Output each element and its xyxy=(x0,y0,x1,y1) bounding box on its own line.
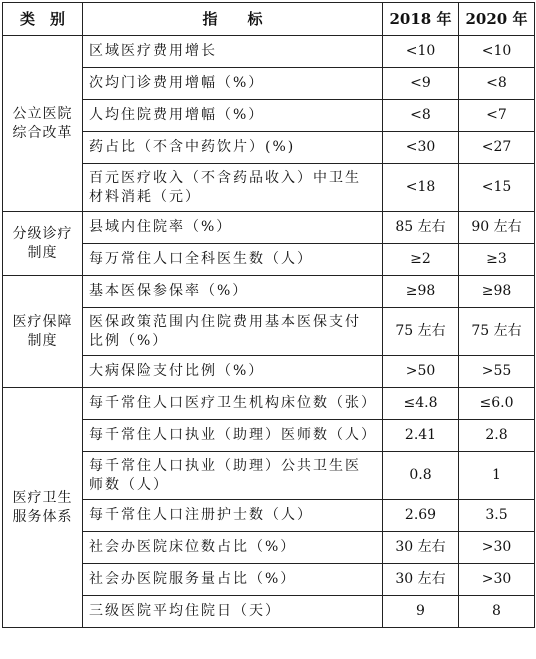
value-2018-cell: ≥98 xyxy=(383,276,459,308)
value-2020-cell: 75 左右 xyxy=(459,308,535,356)
value-2020-cell: >55 xyxy=(459,356,535,388)
value-2020-cell: 2.8 xyxy=(459,420,535,452)
indicator-cell: 大病保险支付比例（%） xyxy=(83,356,383,388)
value-2020-cell: <10 xyxy=(459,36,535,68)
table-row xyxy=(3,68,535,100)
table-row xyxy=(3,564,535,596)
category-cell: 医疗保障 制度 xyxy=(3,276,83,388)
indicator-cell: 人均住院费用增幅（%） xyxy=(83,100,383,132)
table-row xyxy=(3,308,535,356)
indicator-cell: 区域医疗费用增长 xyxy=(83,36,383,68)
value-2020-cell: 3.5 xyxy=(459,500,535,532)
value-2018-cell: ≥2 xyxy=(383,244,459,276)
indicator-cell: 每千常住人口医疗卫生机构床位数（张） xyxy=(83,388,383,420)
table-row xyxy=(3,500,535,532)
table-row xyxy=(3,388,535,420)
indicator-cell: 基本医保参保率（%） xyxy=(83,276,383,308)
value-2018-cell: <30 xyxy=(383,132,459,164)
value-2018-cell: 2.69 xyxy=(383,500,459,532)
value-2020-cell: 90 左右 xyxy=(459,212,535,244)
table-row xyxy=(3,164,535,212)
value-2018-cell: 2.41 xyxy=(383,420,459,452)
value-2018-cell: 75 左右 xyxy=(383,308,459,356)
table-row xyxy=(3,596,535,628)
value-2020-cell: ≤6.0 xyxy=(459,388,535,420)
value-2018-cell: <10 xyxy=(383,36,459,68)
table-row xyxy=(3,212,535,244)
value-2020-cell: >30 xyxy=(459,564,535,596)
header-2018: 2018 年 xyxy=(383,3,459,36)
indicator-cell: 医保政策范围内住院费用基本医保支付比例（%） xyxy=(83,308,383,356)
table-row xyxy=(3,132,535,164)
value-2018-cell: <18 xyxy=(383,164,459,212)
value-2018-cell: >50 xyxy=(383,356,459,388)
indicator-cell: 社会办医院床位数占比（%） xyxy=(83,532,383,564)
value-2018-cell: 9 xyxy=(383,596,459,628)
indicator-cell: 每万常住人口全科医生数（人） xyxy=(83,244,383,276)
value-2018-cell: 30 左右 xyxy=(383,532,459,564)
indicator-cell: 三级医院平均住院日（天） xyxy=(83,596,383,628)
value-2020-cell: ≥98 xyxy=(459,276,535,308)
table-body xyxy=(3,36,535,628)
value-2018-cell: 30 左右 xyxy=(383,564,459,596)
value-2020-cell: <8 xyxy=(459,68,535,100)
header-category: 类 别 xyxy=(3,3,83,36)
table-row xyxy=(3,36,535,68)
category-cell: 医疗卫生 服务体系 xyxy=(3,388,83,628)
indicator-cell: 百元医疗收入（不含药品收入）中卫生材料消耗（元） xyxy=(83,164,383,212)
indicator-cell: 每千常住人口注册护士数（人） xyxy=(83,500,383,532)
value-2020-cell: <27 xyxy=(459,132,535,164)
value-2018-cell: <9 xyxy=(383,68,459,100)
value-2020-cell: >30 xyxy=(459,532,535,564)
value-2020-cell: 8 xyxy=(459,596,535,628)
value-2020-cell: <7 xyxy=(459,100,535,132)
header-indicator: 指 标 xyxy=(83,3,383,36)
table-row xyxy=(3,356,535,388)
indicator-cell: 每千常住人口执业（助理）公共卫生医师数（人） xyxy=(83,452,383,500)
indicator-cell: 次均门诊费用增幅（%） xyxy=(83,68,383,100)
table-row xyxy=(3,100,535,132)
indicator-cell: 县域内住院率（%） xyxy=(83,212,383,244)
header-row xyxy=(3,3,535,36)
table-row xyxy=(3,532,535,564)
category-cell: 分级诊疗 制度 xyxy=(3,212,83,276)
value-2020-cell: ≥3 xyxy=(459,244,535,276)
table-row xyxy=(3,276,535,308)
value-2018-cell: ≤4.8 xyxy=(383,388,459,420)
header-2020: 2020 年 xyxy=(459,3,535,36)
indicator-table xyxy=(2,2,535,628)
table-row xyxy=(3,452,535,500)
indicator-cell: 每千常住人口执业（助理）医师数（人） xyxy=(83,420,383,452)
indicator-cell: 社会办医院服务量占比（%） xyxy=(83,564,383,596)
value-2020-cell: <15 xyxy=(459,164,535,212)
value-2020-cell: 1 xyxy=(459,452,535,500)
value-2018-cell: <8 xyxy=(383,100,459,132)
table-row xyxy=(3,420,535,452)
indicator-cell: 药占比（不含中药饮片）(%) xyxy=(83,132,383,164)
category-cell: 公立医院 综合改革 xyxy=(3,36,83,212)
value-2018-cell: 0.8 xyxy=(383,452,459,500)
table-row xyxy=(3,244,535,276)
value-2018-cell: 85 左右 xyxy=(383,212,459,244)
